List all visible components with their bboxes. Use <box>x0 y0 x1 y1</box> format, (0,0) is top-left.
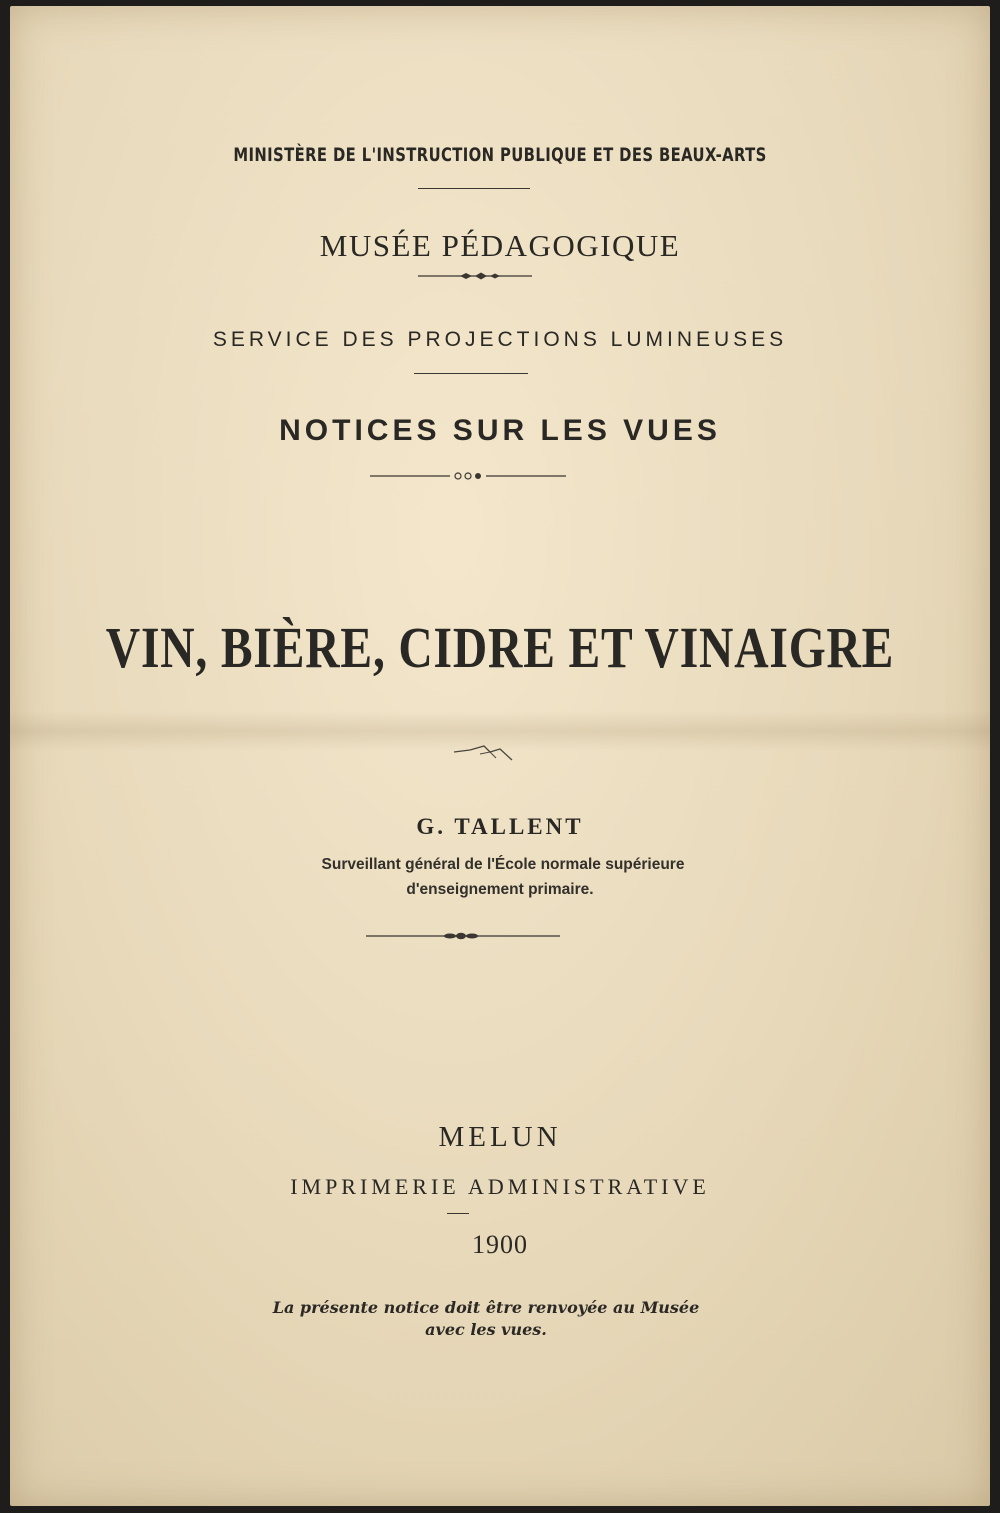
ornament-divider <box>418 270 532 282</box>
ornament-divider <box>366 930 560 942</box>
imprint-city: MELUN <box>438 1121 562 1153</box>
service-heading: SERVICE DES PROJECTIONS LUMINEUSES <box>212 328 788 351</box>
divider-rule <box>418 188 530 189</box>
museum-heading: MUSÉE PÉDAGOGIQUE <box>319 228 681 263</box>
divider-rule <box>414 373 528 374</box>
section-heading: NOTICES SUR LES VUES <box>279 414 721 447</box>
author-role: Surveillant général de l'École normale supérieure <box>321 856 685 873</box>
document-title: VIN, BIÈRE, CIDRE ET VINAIGRE <box>105 615 895 680</box>
author-role: d'enseignement primaire. <box>406 881 594 898</box>
ministry-heading: MINISTÈRE DE L'INSTRUCTION PUBLIQUE ET DES BEAUX-ARTS <box>233 144 767 166</box>
return-notice: La présente notice doit être renvoyée au Musée <box>272 1298 700 1317</box>
imprint-year: 1900 <box>472 1230 528 1259</box>
ornament-mark <box>450 740 520 766</box>
ornament-divider <box>370 470 566 482</box>
author-name: G. TALLENT <box>416 814 584 839</box>
divider-rule <box>447 1213 469 1214</box>
document-page <box>10 6 990 1506</box>
return-notice: avec les vues. <box>425 1320 547 1339</box>
imprint-printer: IMPRIMERIE ADMINISTRATIVE <box>290 1174 710 1199</box>
